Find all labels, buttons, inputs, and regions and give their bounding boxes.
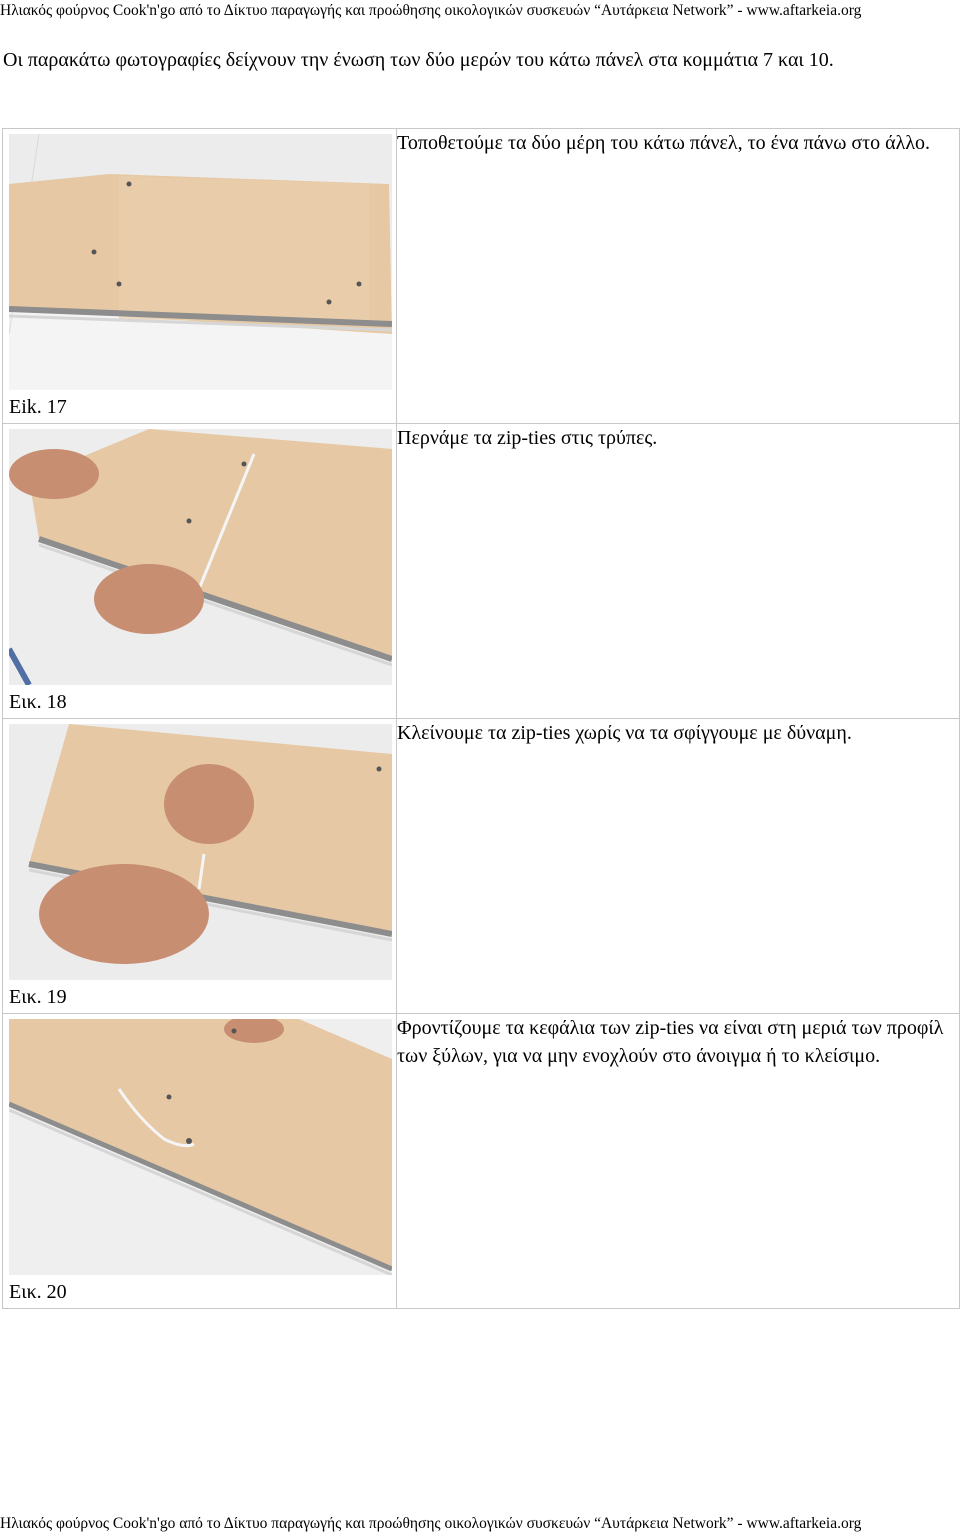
step-row-18 bbox=[3, 424, 960, 719]
image-cell bbox=[3, 1014, 397, 1309]
intro-paragraph: Οι παρακάτω φωτογραφίες δείχνουν την ένωση των δύο μερών του κάτω πάνελ στα κομμάτια 7 και 10. bbox=[3, 49, 834, 71]
step-description: Φροντίζουμε τα κεφάλια των zip-ties να είναι στη μεριά των προφίλ των ξύλων, για να μην ενοχλούν στο άνοιγμα ή το κλείσιμο. bbox=[397, 1014, 960, 1309]
step-row-19 bbox=[3, 719, 960, 1014]
photo-passing-zip-ties bbox=[9, 429, 392, 685]
step-row-20 bbox=[3, 1014, 960, 1309]
photo-zip-tie-heads bbox=[9, 1019, 392, 1275]
page-footer: Ηλιακός φούρνος Cook'n'go από το Δίκτυο παραγωγής και προώθησης οικολογικών συσκευών “Αυτάρκεια Network” - www.aftarkeia.org bbox=[0, 1515, 862, 1532]
figure-caption: Εικ. 18 bbox=[9, 691, 67, 713]
step-description: Περνάμε τα zip-ties στις τρύπες. bbox=[397, 424, 960, 719]
image-cell bbox=[3, 129, 397, 424]
photo-panels-stacked bbox=[9, 134, 392, 390]
step-row-17 bbox=[3, 129, 960, 424]
figure-caption: Eik. 17 bbox=[9, 396, 67, 418]
figure-caption: Εικ. 20 bbox=[9, 1281, 67, 1303]
page-header: Ηλιακός φούρνος Cook'n'go από το Δίκτυο παραγωγής και προώθησης οικολογικών συσκευών “Αυτάρκεια Network” - www.aftarkeia.org bbox=[0, 2, 862, 19]
step-description: Τοποθετούμε τα δύο μέρη του κάτω πάνελ, το ένα πάνω στο άλλο. bbox=[397, 129, 960, 424]
figure-caption: Εικ. 19 bbox=[9, 986, 67, 1008]
step-description: Κλείνουμε τα zip-ties χωρίς να τα σφίγγουμε με δύναμη. bbox=[397, 719, 960, 1014]
photo-closing-zip-ties bbox=[9, 724, 392, 980]
steps-table bbox=[2, 128, 960, 1309]
image-cell bbox=[3, 719, 397, 1014]
image-cell bbox=[3, 424, 397, 719]
